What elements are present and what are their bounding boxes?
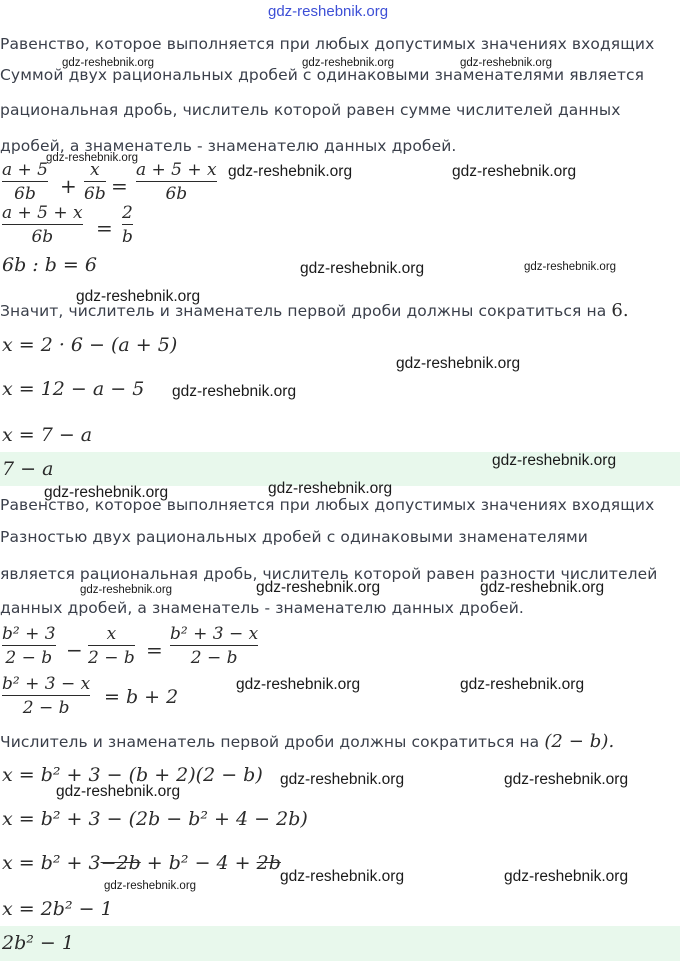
watermark: gdz-reshebnik.org (46, 152, 139, 164)
block1-eq3: 6b : b = 6 (2, 254, 97, 276)
watermark: gdz-reshebnik.org (104, 880, 197, 892)
watermark: gdz-reshebnik.org (228, 163, 353, 180)
conclusion-value: (2 − b). (544, 731, 615, 752)
block1-text-line2: Суммой двух рациональных дробей с одинаковыми знаменателями является (0, 66, 645, 84)
block2-step2: x = b² + 3 − (2b − b² + 4 − 2b) (2, 808, 308, 830)
watermark: gdz-reshebnik.org (302, 57, 395, 69)
block2-text-line3: является рациональная дробь, числитель которой равен разности числителей (0, 565, 658, 583)
watermark: gdz-reshebnik.org (280, 771, 405, 788)
watermark: gdz-reshebnik.org (460, 57, 553, 69)
block2-text-line1: Равенство, которое выполняется при любых допустимых значениях входящих (0, 496, 655, 514)
block1-text-line4: дробей, а знаменатель - знаменателю данных дробей. (0, 137, 457, 155)
equals-sign: = (146, 638, 163, 662)
minus-sign: − (66, 638, 83, 662)
block2-step3 (2, 852, 281, 874)
watermark: gdz-reshebnik.org (56, 783, 181, 800)
block2-answer: 2b² − 1 (2, 932, 74, 954)
block2-eq1-fraction2: x 2 − b (88, 624, 135, 668)
step3-struck-term-2: 2b (256, 852, 281, 874)
watermark: gdz-reshebnik.org (480, 579, 605, 596)
watermark: gdz-reshebnik.org (460, 676, 585, 693)
watermark: gdz-reshebnik.org (452, 163, 577, 180)
block1-eq1-fraction1: a + 5 6b (2, 160, 49, 204)
watermark: gdz-reshebnik.org (62, 57, 155, 69)
block2-eq2-fraction1: b² + 3 − x 2 − b (2, 674, 91, 718)
block1-eq1-fraction3: a + 5 + x 6b (136, 160, 217, 204)
watermark: gdz-reshebnik.org (236, 676, 361, 693)
plus-sign: + (60, 174, 77, 198)
block2-step1: x = b² + 3 − (b + 2)(2 − b) (2, 764, 263, 786)
step3-struck-term-1: −2b (100, 852, 141, 874)
block2-step4: x = 2b² − 1 (2, 898, 113, 920)
watermark-top: gdz-reshebnik.org (268, 3, 389, 20)
watermark: gdz-reshebnik.org (492, 452, 617, 469)
watermark: gdz-reshebnik.org (44, 484, 169, 501)
block2-eq1-fraction1: b² + 3 2 − b (2, 624, 56, 668)
watermark: gdz-reshebnik.org (396, 355, 521, 372)
equals-sign: = (96, 216, 113, 240)
equals-sign: = (111, 174, 128, 198)
block1-answer: 7 − a (2, 458, 54, 480)
step3-part-a: x = b² + 3 (2, 852, 101, 874)
watermark: gdz-reshebnik.org (300, 260, 425, 277)
watermark: gdz-reshebnik.org (504, 771, 629, 788)
watermark: gdz-reshebnik.org (524, 261, 617, 273)
block2-text-line4: данных дробей, а знаменатель - знаменателю данных дробей. (0, 599, 524, 617)
block1-text-line3: рациональная дробь, числитель которой равен сумме числителей данных (0, 101, 621, 119)
block1-step3: x = 7 − a (2, 424, 93, 446)
watermark: gdz-reshebnik.org (172, 383, 297, 400)
block1-eq1-fraction2: x 6b (84, 160, 106, 204)
block2-conclusion (0, 731, 614, 752)
block2-text-line2: Разностью двух рациональных дробей с одинаковыми знаменателями (0, 528, 588, 546)
watermark: gdz-reshebnik.org (268, 480, 393, 497)
conclusion-text: Числитель и знаменатель первой дроби должны сократиться на (0, 733, 540, 751)
block1-eq2-fraction2: 2 b (122, 203, 133, 247)
block2-eq2-rhs: = b + 2 (104, 686, 179, 708)
block1-step2: x = 12 − a − 5 (2, 378, 145, 400)
conclusion-value: 6. (611, 300, 629, 321)
watermark: gdz-reshebnik.org (256, 579, 381, 596)
block2-answer-box (0, 926, 680, 961)
watermark: gdz-reshebnik.org (280, 868, 405, 885)
block1-eq2-fraction1: a + 5 + x 6b (2, 203, 83, 247)
watermark: gdz-reshebnik.org (76, 288, 201, 305)
block2-eq1-fraction3: b² + 3 − x 2 − b (170, 624, 259, 668)
watermark: gdz-reshebnik.org (504, 868, 629, 885)
conclusion-text: Значит, числитель и знаменатель первой дроби должны сократиться на (0, 302, 607, 320)
block1-step1: x = 2 · 6 − (a + 5) (2, 334, 178, 356)
step3-part-c: + b² − 4 + (140, 852, 257, 874)
watermark: gdz-reshebnik.org (80, 584, 173, 596)
block1-text-line1: Равенство, которое выполняется при любых допустимых значениях входящих (0, 35, 655, 53)
